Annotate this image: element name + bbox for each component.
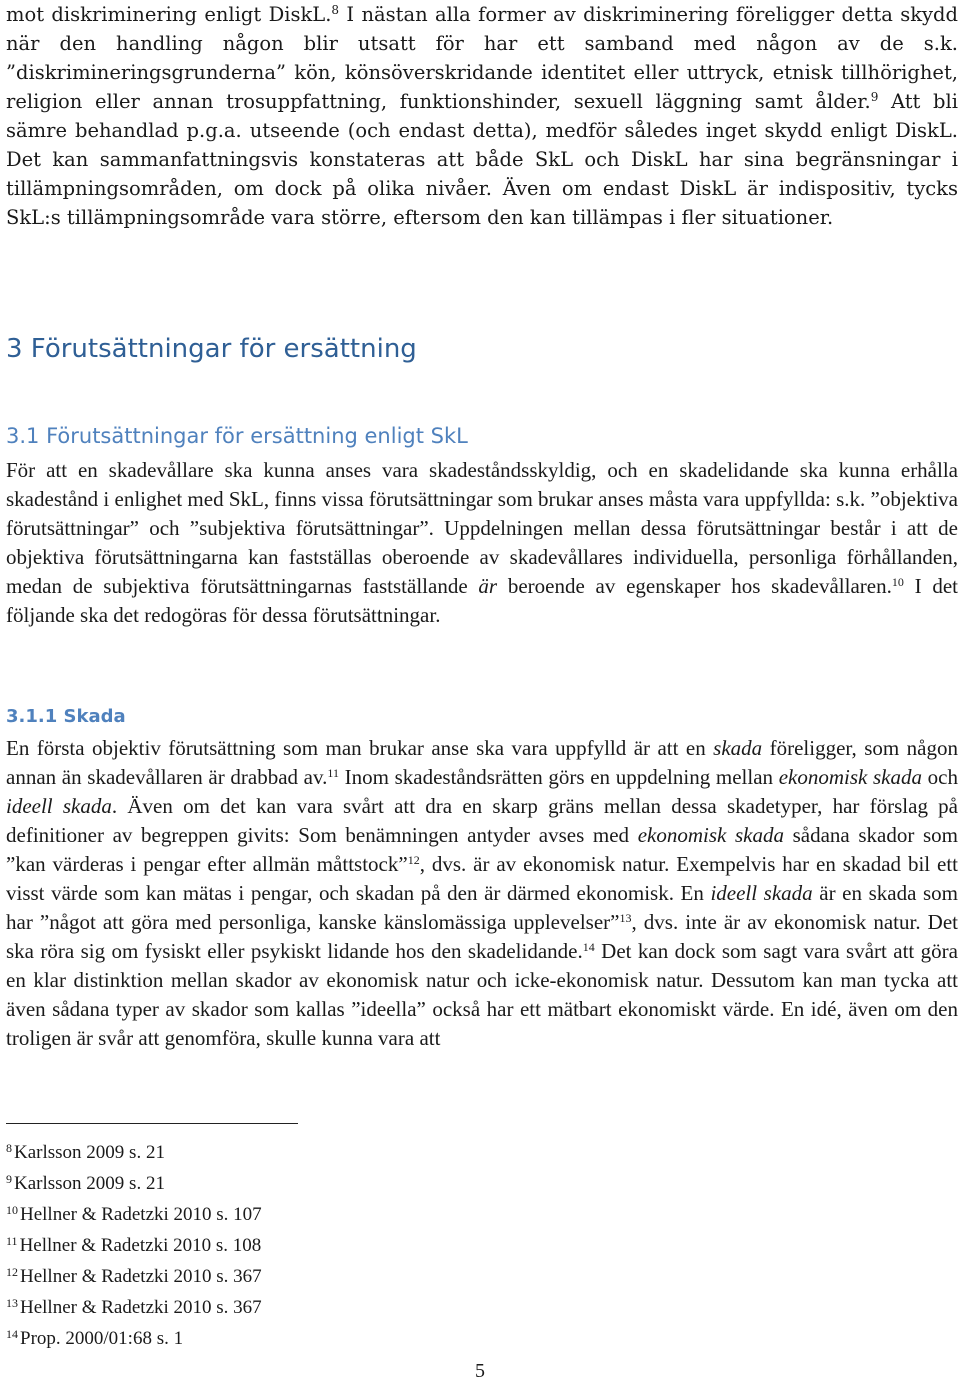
- footnote-number: 11: [6, 1234, 18, 1248]
- footnote-12: [6, 1259, 262, 1290]
- page-number: 5: [475, 1360, 485, 1382]
- footnote-ref-13[interactable]: 13: [619, 911, 632, 925]
- footnote-10: [6, 1197, 262, 1228]
- footnote-ref-10[interactable]: 10: [891, 575, 904, 589]
- footnote-number: 14: [6, 1327, 18, 1341]
- footnote-text: Hellner & Radetzki 2010 s. 367: [20, 1297, 262, 1318]
- footnote-text: Hellner & Radetzki 2010 s. 108: [19, 1235, 262, 1256]
- footnote-ref-12[interactable]: 12: [407, 853, 420, 867]
- footnote-text: Hellner & Radetzki 2010 s. 367: [20, 1266, 262, 1287]
- footnote-11: [6, 1228, 262, 1259]
- footnote-8: [6, 1135, 262, 1166]
- footnote-list: [6, 1135, 262, 1352]
- paragraph-prerequisites: För att en skadevållare ska kunna anses vara skadeståndsskyldig, och en skadelidande ska kunna erhålla skadestånd i enlighet med SkL, finns vissa förutsättningar som brukar anses måsta vara uppfyllda: s.k. ”objektiva förutsättningar” och ”subjektiva förutsättningar”. Uppdelningen mellan dessa förutsättningar består i att de objektiva förutsättningarna kan fastställas oberoende av skadevållares individuella, personliga förhållanden, medan de subjektiva förutsättningarnas fastställande är beroende av egenskaper hos skadevållaren.$^{10}$ I det följande ska det redogöras för dessa förutsättningar.: [6, 458, 958, 627]
- footnote-text: Karlsson 2009 s. 21: [14, 1142, 165, 1163]
- paragraph-damage: En första objektiv förutsättning som man brukar anse ska vara uppfylld är att en skada föreligger, som någon annan än skadevållaren är drabbad av.$^{11}$ Inom skadeståndsrätten görs en uppdelning mellan ekonomisk skada och ideell skada. Även om det kan vara svårt att dra en skarp gräns mellan dessa skadetyper, har förslag på definitioner av begreppen givits: Som benämningen antyder avses med ekonomisk skada sådana skador som ”kan värderas i pengar efter allmän måttstock”$^{12}$, dvs. är av ekonomisk natur. Exempelvis har en skadad bil ett visst värde som kan mätas i pengar, och skadan på den är därmed ekonomisk. En ideell skada är en skada som har ”något att göra med personliga, kanske känslomässiga upplevelser”$^{13}$, dvs. inte är av ekonomisk natur. Det ska röra sig om fysiskt eller psykiskt lidande hos den skadelidande.$^{14}$ Det kan dock som sagt vara svårt att göra en klar distinktion mellan skador av ekonomisk natur och icke-ekonomisk natur. Dessutom kan man tycka att även sådana typer av skador som kallas ”ideella” också har ett mätbart ekonomiskt värde. En idé, även om den troligen är svår att genomföra, skulle kunna vara att: [6, 736, 959, 1050]
- footnote-number: 9: [6, 1172, 12, 1186]
- footnote-separator: [6, 1123, 298, 1124]
- footnote-ref-11[interactable]: 11: [327, 766, 339, 780]
- footnote-text: Karlsson 2009 s. 21: [14, 1173, 165, 1194]
- footnote-13: [6, 1290, 262, 1321]
- footnote-ref-8[interactable]: 8: [331, 3, 340, 17]
- footnote-number: 12: [6, 1265, 18, 1279]
- footnote-text: Hellner & Radetzki 2010 s. 107: [20, 1204, 262, 1225]
- footnote-9: [6, 1166, 262, 1197]
- footnote-number: 13: [6, 1296, 18, 1310]
- footnote-text: Prop. 2000/01:68 s. 1: [20, 1328, 184, 1349]
- subsubsection-heading-3-1-1: 3.1.1 Skada: [6, 706, 126, 727]
- footnote-ref-14[interactable]: 14: [582, 940, 595, 954]
- footnote-number: 8: [6, 1141, 12, 1155]
- footnote-ref-9[interactable]: 9: [870, 90, 879, 104]
- footnote-14: [6, 1321, 262, 1352]
- footnote-number: 10: [6, 1203, 18, 1217]
- subsection-heading-3-1: 3.1 Förutsättningar för ersättning enligt SkL: [6, 424, 468, 448]
- paragraph-diskl-scope: mot diskriminering enligt DiskL.$^8$ I nästan alla former av diskriminering föreligger detta skydd när den handling någon blir utsatt för har ett samband med någon av de s.k. ”diskrimineringsgrunderna” kön, könsöverskridande identitet eller uttryck, etnisk tillhörighet, religion eller annan trosuppfattning, funktionshinder, sexuell läggning samt ålder.$^9$ Att bli sämre behandlad p.g.a. utseende (och endast detta), medför således inget skydd enligt DiskL. Det kan sammanfattningsvis konstateras att både SkL och DiskL har sina begränsningar i tillämpningsområden, om dock på olika nivåer. Även om endast DiskL är indispositiv, tycks SkL:s tillämpningsområde vara större, eftersom den kan tillämpas i fler situationer.: [6, 3, 959, 229]
- section-heading-3: 3 Förutsättningar för ersättning: [6, 334, 417, 364]
